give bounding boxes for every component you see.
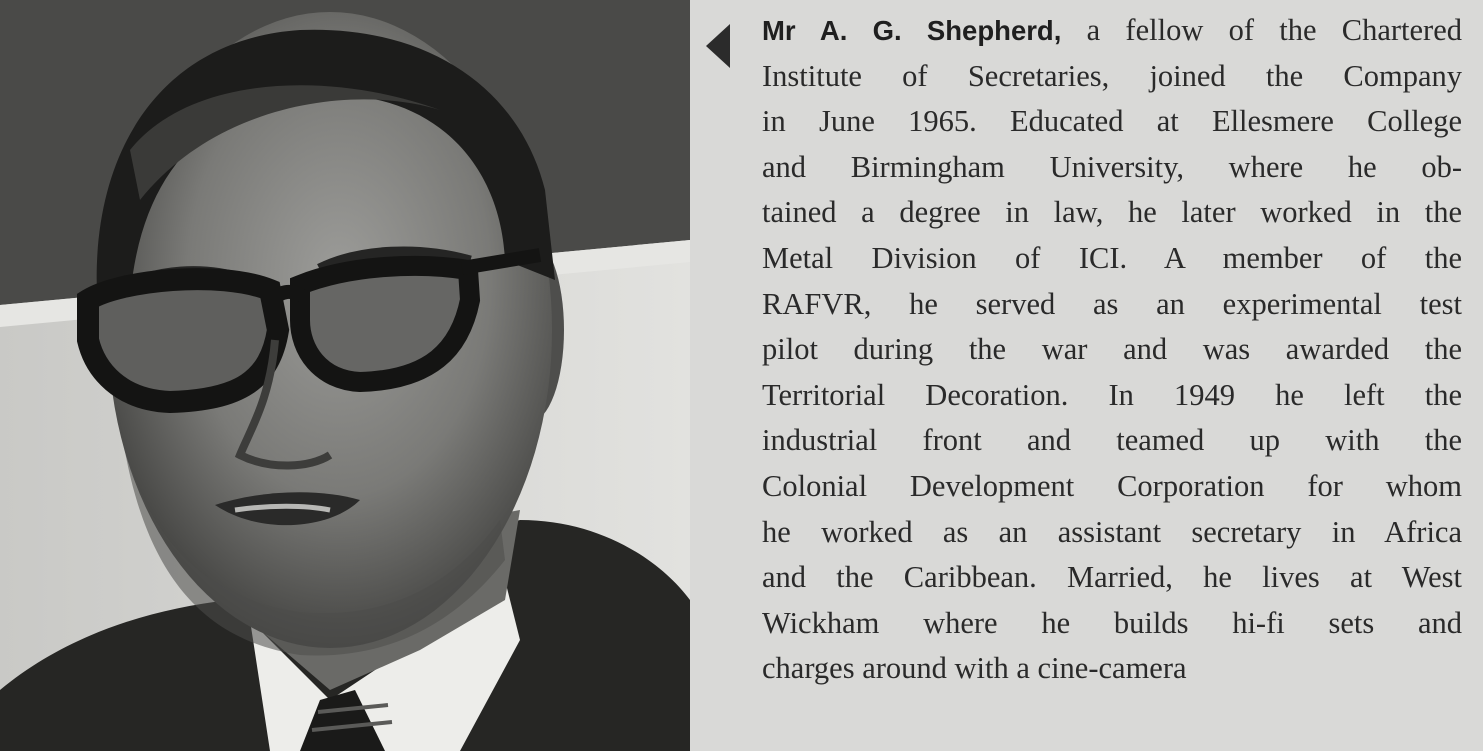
pointer-triangle-icon bbox=[706, 24, 730, 68]
person-name: Mr A. G. Shepherd, bbox=[762, 15, 1062, 46]
bio-line: charges around with a cine-camera bbox=[762, 651, 1187, 686]
bio-line: RAFVR, he served as an experimental test bbox=[762, 286, 1462, 321]
bio-line: in June 1965. Educated at Ellesmere College bbox=[762, 104, 1462, 139]
bio-line: industrial front and teamed up with the bbox=[762, 423, 1462, 458]
bio-text bbox=[762, 8, 1462, 692]
bio-line: tained a degree in law, he later worked in the bbox=[762, 195, 1462, 230]
bio-line: and the Caribbean. Married, he lives at West bbox=[762, 560, 1462, 595]
bio-line: Metal Division of ICI. A member of the bbox=[762, 240, 1462, 275]
bio-line: Wickham where he builds hi-fi sets and bbox=[762, 605, 1462, 640]
bio-line: Colonial Development Corporation for whom bbox=[762, 468, 1462, 503]
portrait-photo bbox=[0, 0, 690, 751]
bio-line: Territorial Decoration. In 1949 he left the bbox=[762, 377, 1462, 412]
bio-line: Mr A. G. Shepherd, a fellow of the Chartered bbox=[762, 13, 1462, 47]
bio-line: he worked as an assistant secretary in Africa bbox=[762, 514, 1462, 549]
bio-line: Institute of Secretaries, joined the Company bbox=[762, 58, 1462, 93]
bio-line: pilot during the war and was awarded the bbox=[762, 332, 1462, 367]
bio-line: and Birmingham University, where he ob- bbox=[762, 149, 1462, 184]
